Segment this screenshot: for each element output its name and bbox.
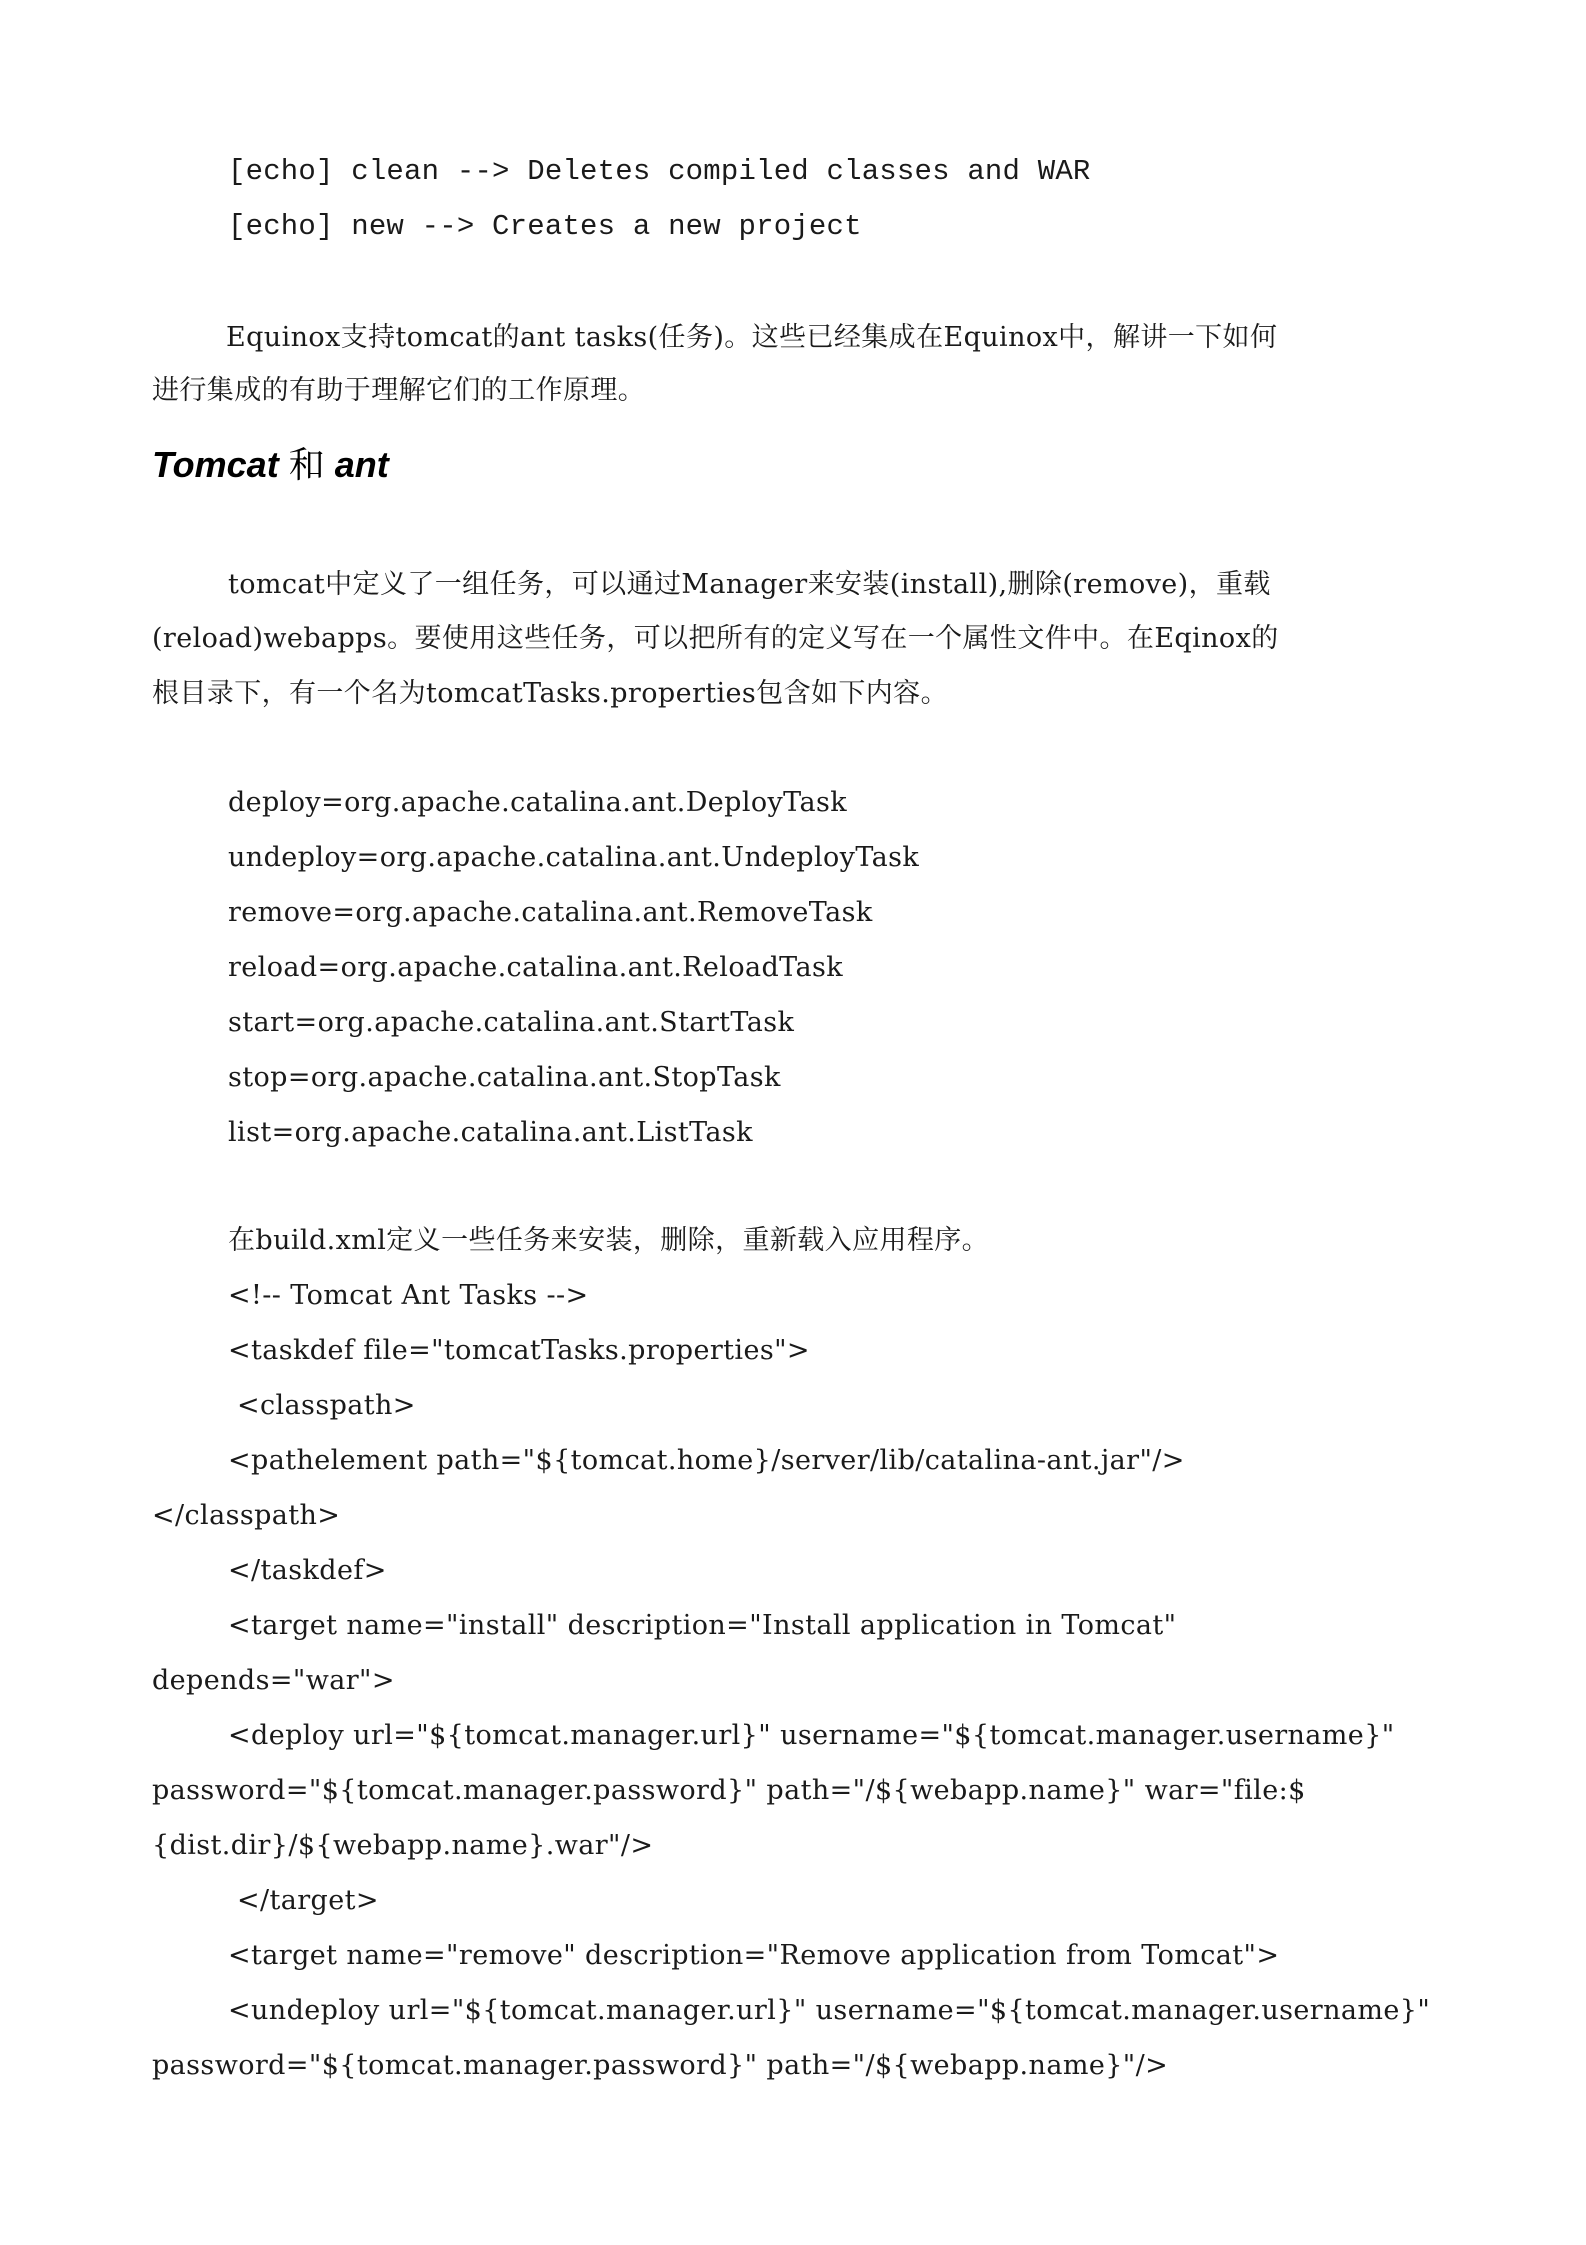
- build-xml-intro: 在build.xml定义一些任务来安装，删除，重新载入应用程序。: [228, 1225, 990, 1256]
- xml-code-line: </taskdef>: [228, 1555, 387, 1586]
- xml-code-line: <!-- Tomcat Ant Tasks -->: [228, 1280, 589, 1311]
- property-line: remove=org.apache.catalina.ant.RemoveTask: [228, 897, 873, 928]
- echo-line-clean: [echo] clean --> Deletes compiled classes and WAR: [228, 155, 1091, 188]
- section-heading-ant: ant: [334, 444, 389, 485]
- echo-line-new: [echo] new --> Creates a new project: [228, 210, 862, 243]
- xml-code-line: <classpath>: [228, 1390, 416, 1421]
- section-heading-tomcat: Tomcat: [152, 444, 279, 485]
- xml-code-line: password="${tomcat.manager.password}" path="/${webapp.name}"/>: [152, 2050, 1169, 2081]
- xml-code-line: <taskdef file="tomcatTasks.properties">: [228, 1335, 810, 1366]
- xml-code-line: <deploy url="${tomcat.manager.url}" username="${tomcat.manager.username}": [228, 1720, 1395, 1751]
- xml-code-line: <undeploy url="${tomcat.manager.url}" username="${tomcat.manager.username}": [228, 1995, 1431, 2026]
- section-heading-and: 和: [288, 445, 325, 486]
- property-line: undeploy=org.apache.catalina.ant.UndeployTask: [228, 842, 920, 873]
- intro-paragraph-line-2: 进行集成的有助于理解它们的工作原理。: [152, 375, 646, 406]
- property-line: list=org.apache.catalina.ant.ListTask: [228, 1117, 753, 1148]
- xml-code-line: password="${tomcat.manager.password}" path="/${webapp.name}" war="file:$: [152, 1775, 1306, 1806]
- xml-code-line: </target>: [228, 1885, 379, 1916]
- tomcat-paragraph-line-3: 根目录下，有一个名为tomcatTasks.properties包含如下内容。: [152, 678, 948, 709]
- tomcat-paragraph-line-1: tomcat中定义了一组任务，可以通过Manager来安装(install),删除(remove)，重载: [228, 569, 1271, 600]
- section-heading: [152, 443, 389, 488]
- property-line: stop=org.apache.catalina.ant.StopTask: [228, 1062, 781, 1093]
- property-line: deploy=org.apache.catalina.ant.DeployTask: [228, 787, 847, 818]
- xml-code-line: depends="war">: [152, 1665, 395, 1696]
- xml-code-line: </classpath>: [152, 1500, 341, 1531]
- xml-code-line: <target name="remove" description="Remove application from Tomcat">: [228, 1940, 1280, 1971]
- xml-code-line: <pathelement path="${tomcat.home}/server/lib/catalina-ant.jar"/>: [228, 1445, 1185, 1476]
- xml-code-line: <target name="install" description="Install application in Tomcat": [228, 1610, 1177, 1641]
- tomcat-paragraph-line-2: (reload)webapps。要使用这些任务，可以把所有的定义写在一个属性文件中。在Eqinox的: [152, 623, 1279, 654]
- xml-code-line: {dist.dir}/${webapp.name}.war"/>: [152, 1830, 654, 1861]
- property-line: reload=org.apache.catalina.ant.ReloadTask: [228, 952, 843, 983]
- intro-paragraph-line-1: Equinox支持tomcat的ant tasks(任务)。这些已经集成在Equinox中，解讲一下如何: [226, 322, 1278, 353]
- property-line: start=org.apache.catalina.ant.StartTask: [228, 1007, 795, 1038]
